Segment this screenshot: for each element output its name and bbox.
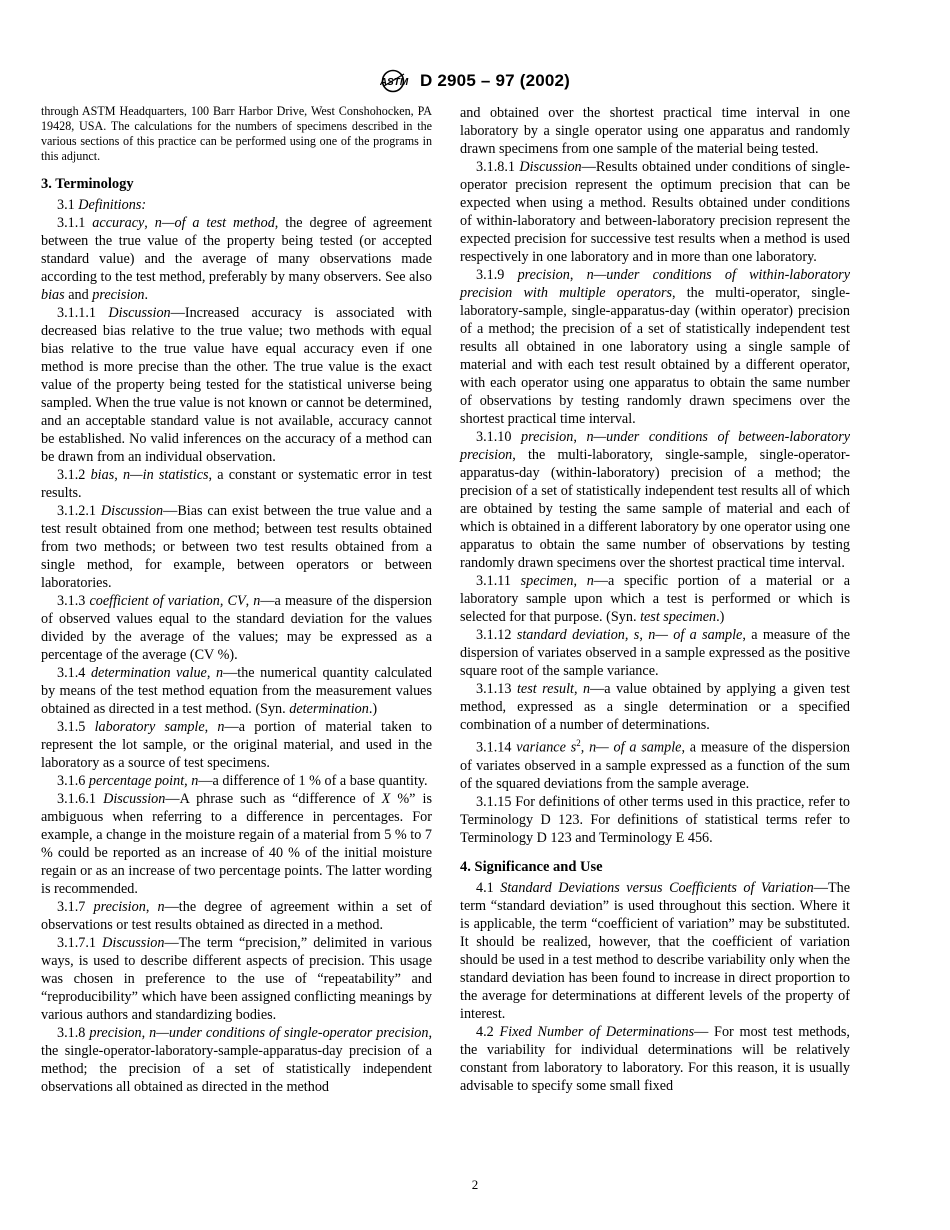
paragraph-3-1-1-1: 3.1.1.1 Discussion—Increased accuracy is associated with decreased bias relative to the true value; two methods with equal bias relative to the true value have equal accuracy even if one method is more precise than the other. The true value is the exact value of the property being tested for the statistical universe being sampled. When the true value is not known or cannot be determined, and an acceptable standard value is not available, accuracy cannot be established. No valid inferences on the accuracy of a method can be drawn from an individual observation. [41, 305, 433, 465]
paragraph-3-1-2: 3.1.2 bias, n—in statistics, a constant or systematic error in test results. [41, 467, 432, 501]
paragraph-3-1-8-continuation: and obtained over the shortest practical time interval in one laboratory by a single operator using one apparatus and randomly drawn specimens from one sample of the material being tested. [460, 105, 850, 157]
paragraph-3-1-3: 3.1.3 coefficient of variation, CV, n—a measure of the dispersion of observed values equal to the standard deviation for the values divided by the average of the values; may be expressed as a percentage of the average (CV %). [41, 593, 432, 663]
section-heading-terminology: 3. Terminology [41, 176, 134, 192]
paragraph-3-1-11: 3.1.11 specimen, n—a specific portion of a material or a laboratory sample upon which a test is performed or which is selected for that purpose. (Syn. test specimen.) [460, 573, 850, 625]
paragraph-3-1-15: 3.1.15 For definitions of other terms used in this practice, refer to Terminology D 123. For definitions of statistical terms refer to Terminology D 123 and Terminology E 456. [460, 793, 850, 846]
paragraph-3-1-8-1: 3.1.8.1 Discussion—Results obtained under conditions of single-operator precision represent the optimum precision that can be expected when using a method. Results obtained under conditions of within-laboratory and between-laboratory precision represent the expected precision for successive test results when a method is used respectively in one laboratory and in more than one laboratory. [460, 159, 851, 265]
paragraph-3-1-2-1: 3.1.2.1 Discussion—Bias can exist between the true value and a test result obtained from one method; between test results obtained from two methods; or between two test results obtained from a single method, for example, between operators or between laboratories. [41, 503, 433, 591]
paragraph-3-1-7-1: 3.1.7.1 Discussion—The term “precision,” delimited in various ways, is used to describe different aspects of precision. This usage was chosen in preference to the use of “repeatability” and “reproducibility” which have been assigned conflicting meanings by various authors and standardizing bodies. [41, 935, 432, 1023]
document-designation: D 2905 – 97 (2002) [419, 71, 571, 90]
paragraph-3-1: 3.1 Definitions: [57, 197, 147, 213]
paragraph-3-1-13: 3.1.13 test result, n—a value obtained by applying a given test method, expressed as a single determination or a specified combination of a number of determinations. [460, 681, 851, 733]
right-column [460, 104, 850, 1095]
paragraph-3-1-4: 3.1.4 determination value, n—the numerical quantity calculated by means of the test method equation from the measurement values obtained as directed in a test method. (Syn. determination.) [41, 665, 433, 717]
paragraph-3-1-1: 3.1.1 accuracy, n—of a test method, the degree of agreement between the true value of the property being tested (or accepted standard value) and the average of many observations made according to the test method, preferably by many observers. See also bias and precision. [41, 215, 433, 303]
paragraph-3-1-9: 3.1.9 precision, n—under conditions of within-laboratory precision with multiple operators, the multi-operator, single-laboratory-sample, single-apparatus-day (within operator) precision of a method; the precision of a set of statistically independent test results all obtained in one laboratory using a single sample of material and with each test result obtained by a different operator, with each operator using one apparatus to obtain the same number of observations by testing randomly drawn specimens over the shortest practical time interval. [460, 267, 850, 427]
footnote-continuation: through ASTM Headquarters, 100 Barr Harbor Drive, West Conshohocken, PA 19428, USA. The calculations for the numbers of specimens described in the various sections of this practice can be performed using one of the programs in this adjunct. [41, 104, 432, 163]
section-heading-significance: 4. Significance and Use [460, 858, 603, 875]
astm-logo-icon [380, 69, 414, 93]
svg-text:ASTM: ASTM [379, 77, 409, 88]
paragraph-3-1-10: 3.1.10 precision, n—under conditions of between-laboratory precision, the multi-laboratory, single-sample, single-operator-apparatus-day (within-laboratory) precision of a method; the precision of a set of statistically independent test results all of which are obtained by testing the same sample of material and each of which is obtained in a different laboratory by one operator using one apparatus to obtain the same number of observations by testing randomly drawn specimens over the shortest practical time interval. [460, 429, 851, 571]
left-column [41, 104, 432, 1096]
page-number: 2 [471, 1177, 479, 1192]
paragraph-3-1-6: 3.1.6 percentage point, n—a difference of 1 % of a base quantity. [57, 773, 428, 789]
paragraph-3-1-8: 3.1.8 precision, n—under conditions of single-operator precision, the single-operator-laboratory-sample-apparatus-day precision of a method; the precision of a set of statistically independent observations all obtained as directed in the method [41, 1025, 433, 1095]
paragraph-3-1-7: 3.1.7 precision, n—the degree of agreement within a set of observations or test results obtained as directed in a method. [41, 899, 433, 933]
paragraph-4-2: 4.2 Fixed Number of Determinations— For most test methods, the variability for individual determinations will be relatively constant from laboratory to laboratory. For this reason, it is usually advisable to specify some small fixed [460, 1023, 850, 1094]
page-header [0, 68, 950, 94]
paragraph-3-1-14: 3.1.14 variance $s^2$, n— of a sample, a measure of the dispersion of variates observed in a sample expressed as a function of the sum of the squared deviations from the sample average. [460, 738, 851, 792]
paragraph-4-1: 4.1 Standard Deviations versus Coefficients of Variation—The term “standard deviation” is used throughout this section. Where it is applicable, the term “coefficient of variation” may be substituted. It should be realized, however, that the coefficient of variation should be used in a test method to describe variability only when the standard deviation has been found to increase in direct proportion to the average for determinations at different levels of the property of interest. [460, 879, 850, 1022]
paragraph-3-1-12: 3.1.12 standard deviation, s, n— of a sample, a measure of the dispersion of variates observed in a sample expressed as the positive square root of the sample variance. [460, 627, 851, 679]
paragraph-3-1-6-1: 3.1.6.1 Discussion—A phrase such as “difference of X %” is ambiguous when referring to a difference in percentages. For example, a change in the moisture regain of a material from 5 % to 7 % could be reported as an increase of 40 % of the initial moisture regain or as an increase of two percentage points. The latter wording is recommended. [41, 791, 433, 897]
paragraph-3-1-5: 3.1.5 laboratory sample, n—a portion of material taken to represent the lot sample, or the original material, and used in the laboratory as a source of test specimens. [41, 719, 433, 771]
